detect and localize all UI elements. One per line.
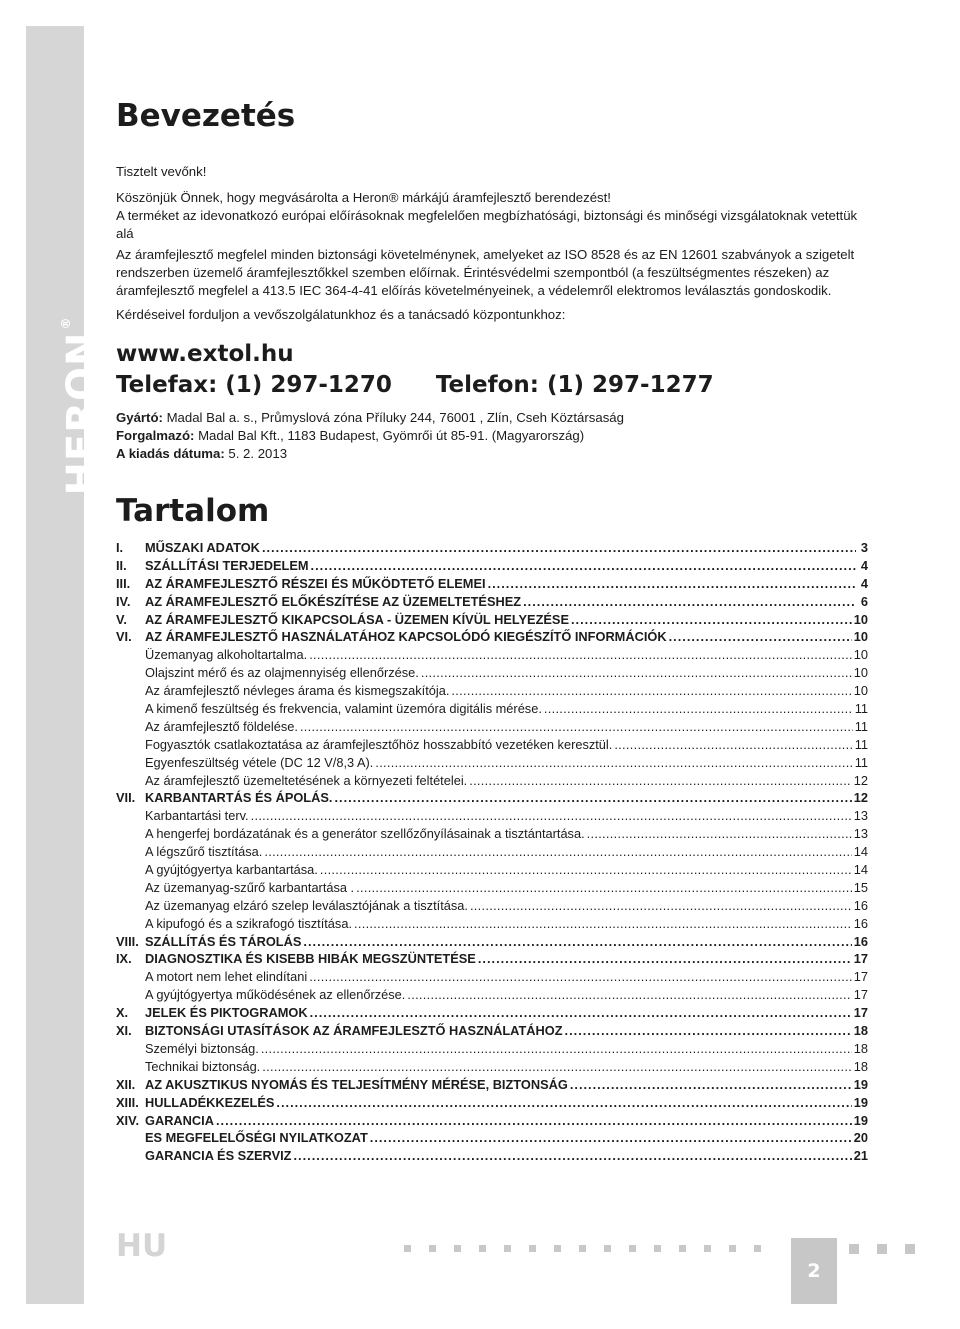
footer-dot bbox=[754, 1245, 761, 1252]
toc-entry-title: DIAGNOSZTIKA ÉS KISEBB HIBÁK MEGSZÜNTETÉSE bbox=[145, 951, 476, 967]
toc-dot-leader bbox=[451, 683, 851, 698]
toc-entry[interactable] bbox=[116, 826, 868, 844]
footer-dot bbox=[729, 1245, 736, 1252]
toc-entry-title: Egyenfeszültség vétele (DC 12 V/8,3 A). bbox=[145, 754, 374, 770]
toc-entry-title: Olajszint mérő és az olajmennyiség ellenőrzése. bbox=[145, 665, 419, 681]
toc-entry-title: GARANCIA ÉS SZERVIZ bbox=[145, 1148, 292, 1164]
toc-entry[interactable] bbox=[116, 898, 868, 916]
toc-entry[interactable] bbox=[116, 719, 868, 737]
toc-entry-page: 13 bbox=[853, 826, 868, 842]
footer-dots bbox=[404, 1245, 779, 1252]
toc-entry[interactable] bbox=[116, 1113, 868, 1131]
toc-entry-title: A hengerfej bordázatának és a generátor szellőzőnyílásainak a tisztántartása. bbox=[145, 826, 585, 842]
toc-entry-page: 17 bbox=[853, 1005, 868, 1021]
toc-entry[interactable] bbox=[116, 773, 868, 791]
toc-dot-leader bbox=[251, 808, 852, 823]
toc-entry-number: XIII. bbox=[116, 1094, 139, 1110]
toc-entry[interactable] bbox=[116, 1148, 868, 1166]
intro-title: Bevezetés bbox=[116, 98, 296, 134]
toc-entry[interactable] bbox=[116, 1023, 868, 1041]
toc-entry-title: AZ ÁRAMFEJLESZTŐ KIKAPCSOLÁSA - ÜZEMEN KÍVÜL HELYEZÉSE bbox=[145, 611, 569, 627]
toc-entry[interactable] bbox=[116, 755, 868, 773]
toc-entry-title: A kimenő feszültség és frekvencia, valamint üzemóra digitális mérése. bbox=[145, 701, 542, 717]
toc-entry-title: BIZTONSÁGI UTASÍTÁSOK AZ ÁRAMFEJLESZTŐ HASZNÁLATÁHOZ bbox=[145, 1023, 563, 1039]
toc-entry-title: ES MEGFELELŐSÉGI NYILATKOZAT bbox=[145, 1130, 368, 1146]
toc-dot-leader bbox=[523, 594, 856, 609]
toc-dot-leader bbox=[264, 844, 851, 859]
toc-dot-leader bbox=[356, 880, 852, 895]
issue-date-line bbox=[116, 445, 872, 463]
toc-dot-leader bbox=[669, 629, 852, 644]
toc-entry-page: 10 bbox=[853, 665, 868, 681]
toc-entry-title: HULLADÉKKEZELÉS bbox=[145, 1094, 275, 1110]
toc-entry[interactable] bbox=[116, 916, 868, 934]
telefax-number: Telefax: (1) 297-1270 bbox=[116, 372, 392, 398]
toc-entry-title: Az áramfejlesztő földelése. bbox=[145, 718, 298, 734]
toc-entry-page: 18 bbox=[853, 1058, 868, 1074]
website-link[interactable]: www.extol.hu bbox=[116, 341, 294, 367]
toc-entry-page: 3 bbox=[860, 540, 868, 555]
distributor-line bbox=[116, 427, 872, 445]
toc-dot-leader bbox=[488, 576, 856, 591]
toc-entry[interactable] bbox=[116, 951, 868, 969]
toc-dot-leader bbox=[370, 1130, 852, 1145]
issue-date-value: 5. 2. 2013 bbox=[224, 446, 288, 461]
toc-dot-leader bbox=[309, 969, 852, 984]
toc-entry-page: 16 bbox=[853, 915, 868, 931]
toc-entry-title: MŰSZAKI ADATOK bbox=[145, 540, 260, 555]
toc-entry-page: 10 bbox=[853, 629, 868, 645]
manufacturer-label: Gyártó: bbox=[116, 410, 163, 425]
toc-entry[interactable] bbox=[116, 844, 868, 862]
paragraph-contact: Kérdéseivel forduljon a vevőszolgálatunkhoz és a tanácsadó központunkhoz: bbox=[116, 307, 566, 322]
toc-entry[interactable] bbox=[116, 540, 868, 558]
language-code: HU bbox=[116, 1228, 168, 1264]
toc-entry[interactable] bbox=[116, 576, 868, 594]
toc-entry[interactable] bbox=[116, 683, 868, 701]
paragraph-testing: A terméket az idevonatkozó európai előírásoknak megfelelően megbízhatósági, biztonsági és minőségi vizsgálatoknak vetettük alá bbox=[116, 208, 858, 241]
toc-entry[interactable] bbox=[116, 1130, 868, 1148]
toc-entry-title: SZÁLLÍTÁS ÉS TÁROLÁS bbox=[145, 933, 302, 949]
toc-dot-leader bbox=[261, 1041, 852, 1056]
toc-entry[interactable] bbox=[116, 701, 868, 719]
footer-dot bbox=[704, 1245, 711, 1252]
toc-entry-title: Fogyasztók csatlakoztatása az áramfejlesztőhöz hosszabbító vezetéken keresztül. bbox=[145, 736, 613, 752]
credits bbox=[116, 409, 872, 463]
toc-entry-title: AZ ÁRAMFEJLESZTŐ HASZNÁLATÁHOZ KAPCSOLÓDÓ KIEGÉSZÍTŐ INFORMÁCIÓK bbox=[145, 629, 667, 645]
footer-dot bbox=[604, 1245, 611, 1252]
toc-entry-title: A kipufogó és a szikrafogó tisztítása. bbox=[145, 915, 352, 931]
toc-entry-number: XIV. bbox=[116, 1112, 140, 1128]
footer-dot bbox=[429, 1245, 436, 1252]
toc-entry-title: Technikai biztonság. bbox=[145, 1058, 261, 1074]
toc-entry[interactable] bbox=[116, 1059, 868, 1077]
toc-entry-title: GARANCIA bbox=[145, 1112, 214, 1128]
distributor-value: Madal Bal Kft., 1183 Budapest, Gyömrői út 85-91. (Magyarország) bbox=[194, 428, 585, 443]
toc-dot-leader bbox=[407, 987, 851, 1002]
toc-entry-page: 11 bbox=[854, 701, 868, 717]
toc-entry-number: IV. bbox=[116, 593, 131, 609]
toc-dot-leader bbox=[276, 1095, 851, 1110]
toc-entry-page: 20 bbox=[853, 1130, 868, 1146]
toc-entry-page: 14 bbox=[853, 844, 868, 860]
footer-dot bbox=[479, 1245, 486, 1252]
toc-entry[interactable] bbox=[116, 987, 868, 1005]
toc-dot-leader bbox=[334, 790, 851, 805]
heron-logo bbox=[59, 316, 105, 495]
toc-dot-leader bbox=[262, 540, 856, 555]
toc-entry-number: V. bbox=[116, 611, 127, 627]
toc-entry-number: IX. bbox=[116, 951, 132, 967]
toc-entry-page: 16 bbox=[853, 933, 868, 949]
toc-entry-title: Az üzemanyag-szűrő karbantartása . bbox=[145, 879, 355, 895]
footer-dot bbox=[504, 1245, 511, 1252]
manufacturer-line bbox=[116, 409, 872, 427]
issue-date-label: A kiadás dátuma: bbox=[116, 446, 225, 461]
table-of-contents bbox=[116, 540, 868, 1166]
toc-dot-leader bbox=[570, 1077, 852, 1092]
toc-dot-leader bbox=[470, 898, 852, 913]
toc-dot-leader bbox=[216, 1113, 852, 1128]
footer-dot bbox=[554, 1245, 561, 1252]
toc-entry[interactable] bbox=[116, 594, 868, 612]
toc-entry-title: SZÁLLÍTÁSI TERJEDELEM bbox=[145, 557, 309, 573]
footer-dot bbox=[679, 1245, 686, 1252]
footer-square bbox=[849, 1244, 859, 1254]
toc-entry-page: 18 bbox=[853, 1023, 868, 1039]
toc-dot-leader bbox=[571, 612, 852, 627]
footer-square bbox=[905, 1244, 915, 1254]
footer-dot bbox=[654, 1245, 661, 1252]
toc-entry-title: AZ ÁRAMFEJLESZTŐ RÉSZEI ÉS MŰKÖDTETŐ ELEMEI bbox=[145, 575, 486, 591]
sidebar-band bbox=[26, 26, 105, 1304]
toc-entry[interactable] bbox=[116, 862, 868, 880]
distributor-label: Forgalmazó: bbox=[116, 428, 195, 443]
toc-dot-leader bbox=[310, 1005, 852, 1020]
intro-section bbox=[116, 163, 872, 463]
toc-entry-page: 14 bbox=[853, 862, 868, 878]
toc-dot-leader bbox=[614, 737, 852, 752]
footer-square bbox=[877, 1244, 887, 1254]
toc-entry[interactable] bbox=[116, 647, 868, 665]
toc-entry[interactable] bbox=[116, 790, 868, 808]
toc-entry-number: X. bbox=[116, 1005, 129, 1021]
toc-entry-page: 4 bbox=[860, 557, 868, 573]
toc-entry-number: II. bbox=[116, 557, 127, 573]
toc-entry-page: 13 bbox=[853, 808, 868, 824]
footer-squares bbox=[849, 1244, 933, 1254]
toc-entry-page: 17 bbox=[853, 969, 868, 985]
toc-dot-leader bbox=[587, 826, 852, 841]
manufacturer-value: Madal Bal a. s., Průmyslová zóna Příluky 244, 76001 , Zlín, Cseh Köztársaság bbox=[162, 410, 624, 425]
toc-dot-leader bbox=[544, 701, 853, 716]
toc-dot-leader bbox=[311, 558, 856, 573]
footer-dot bbox=[629, 1245, 636, 1252]
toc-entry[interactable] bbox=[116, 737, 868, 755]
toc-entry-title: Az áramfejlesztő névleges árama és kismegszakítója. bbox=[145, 683, 450, 699]
toc-entry-number: VI. bbox=[116, 629, 132, 645]
toc-entry[interactable] bbox=[116, 1095, 868, 1113]
toc-entry-title: KARBANTARTÁS ÉS ÁPOLÁS. bbox=[145, 790, 333, 806]
toc-entry[interactable] bbox=[116, 969, 868, 987]
toc-dot-leader bbox=[303, 934, 851, 949]
toc-entry-title: Karbantartási terv. bbox=[145, 808, 249, 824]
page-number: 2 bbox=[791, 1238, 837, 1304]
toc-entry-page: 19 bbox=[853, 1112, 868, 1128]
toc-entry-number: I. bbox=[116, 540, 124, 555]
toc-dot-leader bbox=[375, 755, 852, 770]
toc-entry-title: A gyújtógyertya működésének az ellenőrzése. bbox=[145, 987, 406, 1003]
toc-entry[interactable] bbox=[116, 1005, 868, 1023]
toc-entry[interactable] bbox=[116, 558, 868, 576]
toc-entry-page: 11 bbox=[854, 736, 868, 752]
toc-dot-leader bbox=[300, 719, 853, 734]
toc-entry-page: 4 bbox=[860, 575, 868, 591]
toc-dot-leader bbox=[320, 862, 852, 877]
logo-text: HERON bbox=[59, 331, 105, 496]
toc-dot-leader bbox=[293, 1148, 851, 1163]
toc-entry-page: 19 bbox=[853, 1076, 868, 1092]
toc-entry-page: 17 bbox=[853, 987, 868, 1003]
toc-entry-page: 21 bbox=[853, 1148, 868, 1164]
toc-dot-leader bbox=[421, 665, 852, 680]
registered-mark: ® bbox=[59, 316, 73, 330]
toc-title: Tartalom bbox=[116, 493, 270, 529]
paragraph-standards: Az áramfejlesztő megfelel minden biztonsági követelménynek, amelyeket az ISO 8528 és az EN 12601 szabványok a szigetelt rendszerben üzemelő áramfejlesztőkkel szemben előírnak. Érintésvédelmi szempontból (a feszültségmentes részeken) az áramfejlesztő megfelel a 413.5 IEC 364-4-41 előírás követelményeinek, a védelemről elektromos leválasztás gondoskodik. bbox=[116, 247, 855, 298]
toc-entry-page: 19 bbox=[853, 1094, 868, 1110]
thanks-text: Köszönjük Önnek, hogy megvásárolta a Heron® márkájú áramfejlesztő berendezést! bbox=[116, 190, 611, 205]
toc-entry-title: Az üzemanyag elzáró szelep leválasztójának a tisztítása. bbox=[145, 897, 468, 913]
toc-entry-page: 10 bbox=[853, 611, 868, 627]
toc-dot-leader bbox=[469, 773, 852, 788]
toc-entry-page: 11 bbox=[854, 718, 868, 734]
toc-entry-number: VII. bbox=[116, 790, 136, 806]
toc-dot-leader bbox=[262, 1059, 852, 1074]
toc-entry-page: 6 bbox=[860, 593, 868, 609]
toc-entry-page: 10 bbox=[853, 647, 868, 663]
toc-entry[interactable] bbox=[116, 629, 868, 647]
toc-entry-title: Üzemanyag alkoholtartalma. bbox=[145, 647, 308, 663]
toc-entry-page: 11 bbox=[854, 754, 868, 770]
toc-entry-page: 12 bbox=[853, 790, 868, 806]
toc-dot-leader bbox=[565, 1023, 852, 1038]
toc-entry-page: 12 bbox=[853, 772, 868, 788]
toc-entry-title: JELEK ÉS PIKTOGRAMOK bbox=[145, 1005, 308, 1021]
toc-entry-page: 10 bbox=[853, 683, 868, 699]
toc-entry-page: 15 bbox=[853, 879, 868, 895]
footer-dot bbox=[579, 1245, 586, 1252]
phone-line bbox=[116, 371, 872, 399]
toc-entry-title: Személyi biztonság. bbox=[145, 1040, 259, 1056]
toc-dot-leader bbox=[478, 951, 852, 966]
toc-entry-title: A gyújtógyertya karbantartása. bbox=[145, 862, 318, 878]
toc-entry-number: XI. bbox=[116, 1023, 132, 1039]
toc-dot-leader bbox=[354, 916, 852, 931]
toc-entry-title: AZ AKUSZTIKUS NYOMÁS ÉS TELJESÍTMÉNY MÉRÉSE, BIZTONSÁG bbox=[145, 1076, 568, 1092]
toc-entry[interactable] bbox=[116, 808, 868, 826]
toc-entry-page: 16 bbox=[853, 897, 868, 913]
toc-entry[interactable] bbox=[116, 665, 868, 683]
telefon-number: Telefon: (1) 297-1277 bbox=[435, 372, 714, 398]
toc-entry-number: XII. bbox=[116, 1076, 136, 1092]
footer-dot bbox=[529, 1245, 536, 1252]
toc-entry[interactable] bbox=[116, 934, 868, 952]
toc-dot-leader bbox=[309, 647, 852, 662]
toc-entry-page: 18 bbox=[853, 1040, 868, 1056]
toc-entry-page: 17 bbox=[853, 951, 868, 967]
toc-entry-title: A légszűrő tisztítása. bbox=[145, 844, 263, 860]
toc-entry[interactable] bbox=[116, 880, 868, 898]
toc-entry[interactable] bbox=[116, 1041, 868, 1059]
toc-entry[interactable] bbox=[116, 612, 868, 630]
toc-entry-number: III. bbox=[116, 575, 131, 591]
greeting: Tisztelt vevőnk! bbox=[116, 164, 207, 179]
toc-entry-number: VIII. bbox=[116, 933, 139, 949]
toc-entry-title: AZ ÁRAMFEJLESZTŐ ELŐKÉSZÍTÉSE AZ ÜZEMELTETÉSHEZ bbox=[145, 593, 522, 609]
footer-dot bbox=[404, 1245, 411, 1252]
toc-entry-title: Az áramfejlesztő üzemeltetésének a környezeti feltételei. bbox=[145, 772, 468, 788]
footer-dot bbox=[454, 1245, 461, 1252]
toc-entry[interactable] bbox=[116, 1077, 868, 1095]
toc-entry-title: A motort nem lehet elindítani bbox=[145, 969, 308, 985]
